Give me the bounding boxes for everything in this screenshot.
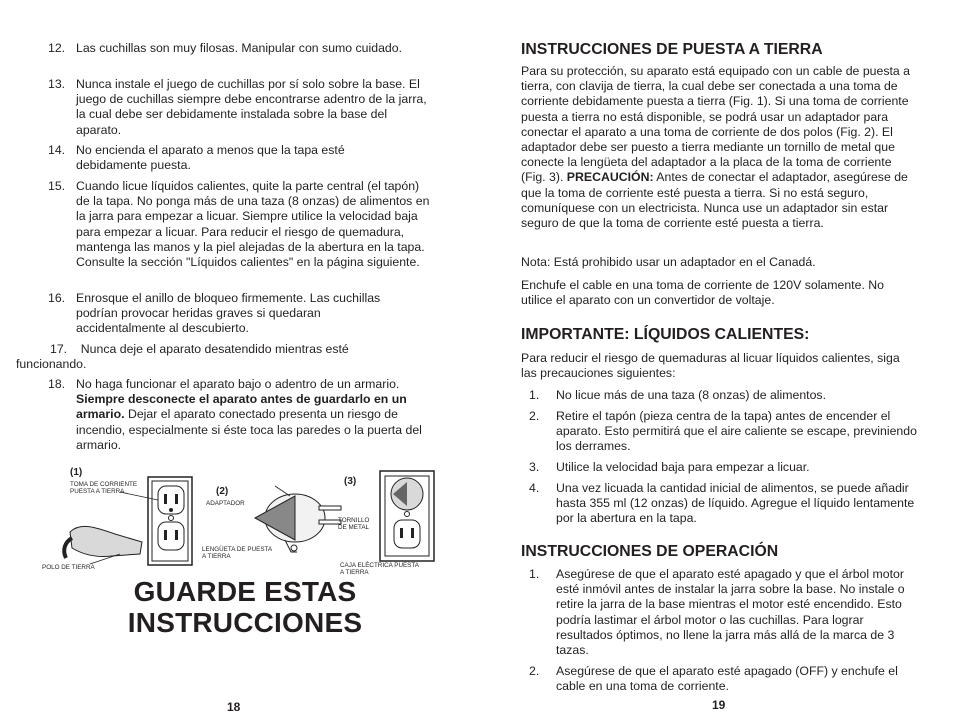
item-number: 18. bbox=[48, 377, 66, 391]
item-text: Cuando licue líquidos calientes, quite la parte central (el tapón) de la tapa. No ponga más de una taza (8 onzas) de alimentos en la jarra para empezar a licuar. Siempre utilice la velocidad baja para empezar a licuar. Para reducir el riesgo de quemadura, mantenga las manos y la piel alejadas de la abertura en la tapa. Consulte la sección "Líquidos calientes" en la página siguiente. bbox=[76, 179, 430, 270]
page-number-right: 19 bbox=[712, 698, 726, 712]
warning-bold-text: Siempre desconecte el aparato antes de guardarlo en un armario. bbox=[76, 392, 407, 422]
caution-label: PRECAUCIÓN: bbox=[566, 170, 654, 185]
canada-note: Nota: Está prohibido usar un adaptador en el Canadá. bbox=[521, 255, 816, 269]
figure-3-screw-label: TORNILLO DE METAL bbox=[338, 517, 370, 531]
item-number: 17. bbox=[50, 342, 68, 356]
grounding-heading: INSTRUCCIONES DE PUESTA A TIERRA bbox=[521, 41, 823, 58]
figure-1-pin-label: POLO DE TIERRA bbox=[42, 564, 95, 571]
item-text: Las cuchillas son muy filosas. Manipular con sumo cuidado. bbox=[76, 41, 403, 55]
figure-1-number: (1) bbox=[70, 467, 83, 478]
hot-liquids-intro: Para reducir el riesgo de quemaduras al licuar líquidos calientes, siga las precauciones siguientes: bbox=[521, 351, 900, 381]
operation-heading: INSTRUCCIONES DE OPERACIÓN bbox=[521, 543, 779, 560]
save-instructions-title: GUARDE ESTAS INSTRUCCIONES bbox=[127, 576, 363, 638]
figure-3-number: (3) bbox=[344, 476, 357, 487]
grounding-paragraph: Para su protección, su aparato está equipado con un cable de puesta a tierra, con clavija de tierra, la cual debe ser conectada a una toma de corriente debidamente puesta a tierra (Fig. 1). Si una toma de corriente puesta a tierra no está disponible, se podrá usar un adaptador para conectar el aparato a una toma de corriente de dos polos (Fig. 2). El adaptador debe ser puesto a tierra mediante un tornillo de metal que conecte la lengüeta del adaptador a la placa de la toma de corriente (Fig. 3). PRECAUCIÓN: Antes de conectar el adaptador, asegúrese de que la toma de corriente esté puesta a tierra. Si no está seguro, comuníquese con un electricista. Nunca use un adaptador sin estar seguro de que la toma de corriente esté puesta a tierra. bbox=[521, 64, 910, 231]
figure-2-adapter-drawing bbox=[235, 478, 345, 558]
item-number: 15. bbox=[48, 179, 66, 193]
item-number: 14. bbox=[48, 143, 66, 157]
item-number: 13. bbox=[48, 77, 66, 91]
figure-3-box-label: CAJA ELÉCTRICA PUESTA A TIERRA bbox=[340, 562, 419, 576]
figure-1-outlet-drawing bbox=[60, 472, 200, 568]
item-number: 12. bbox=[48, 41, 66, 55]
item-text: Enrosque el anillo de bloqueo firmemente. Las cuchillas podrían provocar heridas graves si quedaran accidentalmente al descubierto. bbox=[76, 291, 381, 336]
figure-3-outlet-drawing bbox=[375, 468, 439, 564]
item-text: No haga funcionar el aparato bajo o adentro de un armario. Siempre desconecte el aparato antes de guardarlo en un armario. Dejar el aparato conectado presenta un riesgo de incendio, especialmente si éste toca las paredes o la puerta del armario. bbox=[76, 377, 422, 452]
grounding-figures bbox=[40, 464, 440, 584]
item-text: No encienda el aparato a menos que la tapa esté debidamente puesta. bbox=[76, 143, 345, 173]
item-text: Nunca instale el juego de cuchillas por sí solo sobre la base. El juego de cuchillas siempre debe encontrarse adentro de la jarra, la cual debe ser debidamente instalada sobre la base del aparato. bbox=[76, 77, 427, 137]
voltage-paragraph: Enchufe el cable en una toma de corriente de 120V solamente. No utilice el aparato con un convertidor de voltaje. bbox=[521, 278, 884, 308]
item-text: Nunca deje el aparato desatendido mientras esté funcionando. bbox=[16, 342, 349, 372]
figure-2-number: (2) bbox=[216, 486, 229, 497]
figure-2-tab-label: LENGÜETA DE PUESTA A TIERRA bbox=[202, 546, 272, 560]
figure-2-adapter-label: ADAPTADOR bbox=[206, 500, 245, 507]
page-number-left: 18 bbox=[227, 700, 241, 714]
hot-liquids-heading: IMPORTANTE: LÍQUIDOS CALIENTES: bbox=[521, 326, 810, 343]
figure-1-outlet-label: TOMA DE CORRIENTE PUESTA A TIERRA bbox=[70, 481, 138, 495]
list-item-17 bbox=[16, 342, 376, 372]
item-number: 16. bbox=[48, 291, 66, 305]
